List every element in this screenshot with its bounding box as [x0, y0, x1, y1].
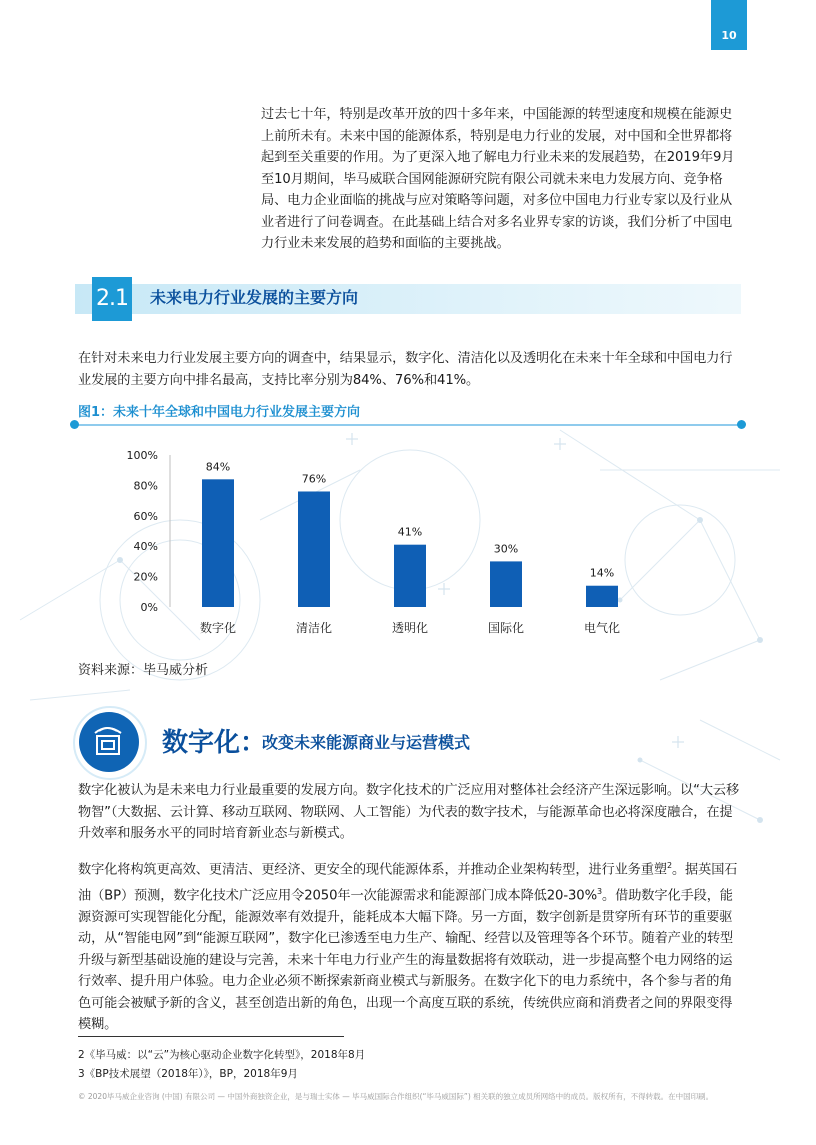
digital-subtitle: 改变未来能源商业与运营模式	[262, 733, 471, 752]
digital-chip-icon	[79, 712, 139, 772]
x-tick-label: 国际化	[487, 621, 525, 635]
bar-value-label: 76%	[301, 472, 327, 486]
bar	[202, 479, 234, 607]
x-tick-label: 数字化	[199, 621, 237, 635]
bar-value-label: 41%	[397, 525, 423, 539]
footnote-3: 3《BP技术展望（2018年）》，BP，2018年9月	[78, 1068, 298, 1080]
y-tick-label: 0%	[140, 601, 158, 614]
bar-chart	[110, 440, 670, 645]
digital-paragraph-1: 数字化被认为是未来电力行业最重要的发展方向。数字化技术的广泛应用对整体社会经济产生深远影响。以“大云移物智”（大数据、云计算、移动互联网、物联网、人工智能）为代表的数字技术，与能源革命也必将深度融合，在提升效率和服务水平的同时培育新业态与新模式。	[78, 783, 740, 841]
page-number: 10	[711, 0, 747, 50]
digital-paragraph-2-part-a: 数字化将构筑更高效、更清洁、更经济、更安全的现代能源体系，并推动企业架构转型，进行业务重塑	[78, 862, 667, 878]
digital-paragraph-2-part-b: 。据英国石油（BP）预测，数字化技术广泛应用令2050年一次能源需求和能源部门成本降低20-30%	[78, 862, 738, 904]
y-tick-label: 60%	[133, 509, 158, 523]
bar-value-label: 14%	[589, 566, 615, 580]
bar-value-label: 84%	[205, 460, 231, 474]
section-number: 2.1	[92, 277, 132, 321]
x-tick-label: 透明化	[391, 621, 429, 635]
copyright-notice: © 2020毕马威企业咨询 (中国) 有限公司 — 中国外商独资企业，是与瑞士实体 — 毕马威国际合作组织(“毕马威国际”) 相关联的独立成员所网络中的成员。版权所有，不得转载。在中国印刷。	[78, 1092, 714, 1101]
digital-title: 数字化：	[162, 728, 267, 758]
digital-paragraph-2-part-c: 。借助数字化手段，能源资源可实现智能化分配，能源效率有效提升，能耗成本大幅下降。另一方面，数字创新是贯穿所有环节的重要驱动，从“智能电网”到“能源互联网”，数字化已渗透至电力生产、输配、经营以及管理等各个环节。随着产业的转型升级与新型基础设施的建设与完善，未来十年电力行业产生的海量数据将有效联动，进一步提高整个电力网络的运行效率、提升用户体验。电力企业必须不断探索新商业模式与新服务。在数字化下的电力系统中，各个参与者的角色可能会被赋予新的含义，甚至创造出新的角色，出现一个高度互联的系统，传统供应商和消费者之间的界限变得模糊。	[78, 888, 734, 1033]
footnote-2: 2《毕马威：以“云”为核心驱动企业数字化转型》，2018年8月	[78, 1049, 366, 1061]
source-note: 资料来源：毕马威分析	[78, 663, 209, 678]
footnote-ref-3: 3	[597, 886, 603, 896]
footnote-ref-2: 2	[666, 861, 672, 870]
figure-caption: 图1：未来十年全球和中国电力行业发展主要方向	[78, 405, 361, 420]
y-tick-label: 20%	[133, 570, 158, 584]
figure-divider	[75, 424, 741, 426]
intro-paragraph: 过去七十年，特别是改革开放的四十多年来，中国能源的转型速度和规模在能源史上前所未有。未来中国的能源体系，特别是电力行业的发展，对中国和全世界都将起到至关重要的作用。为了更深入地了解电力行业未来的发展趋势，在2019年9月至10月期间，毕马威联合国网能源研究院有限公司就未来电力发展方向、竞争格局、电力企业面临的挑战与应对策略等问题，对多位中国电力行业专家以及行业从业者进行了问卷调查。在此基础上结合对多名业界专家的访谈，我们分析了中国电力行业未来发展的趋势和面临的主要挑战。	[261, 107, 735, 251]
footnote-divider	[78, 1036, 344, 1037]
y-tick-label: 40%	[133, 540, 158, 554]
bar	[586, 586, 618, 607]
bar	[490, 561, 522, 607]
section-paragraph: 在针对未来电力行业发展主要方向的调查中，结果显示，数字化、清洁化以及透明化在未来十年全球和中国电力行业发展的主要方向中排名最高，支持比率分别为84%、76%和41%。	[78, 351, 733, 388]
digital-paragraph-2	[78, 855, 742, 1036]
y-tick-label: 100%	[126, 449, 158, 462]
bar	[394, 545, 426, 607]
section-title: 未来电力行业发展的主要方向	[150, 288, 359, 307]
y-tick-label: 80%	[133, 479, 158, 493]
x-tick-label: 清洁化	[295, 621, 333, 635]
bar-value-label: 30%	[493, 542, 519, 556]
divider-dot-right	[737, 420, 746, 429]
bar	[298, 491, 330, 607]
divider-dot-left	[70, 420, 79, 429]
x-tick-label: 电气化	[583, 621, 621, 635]
